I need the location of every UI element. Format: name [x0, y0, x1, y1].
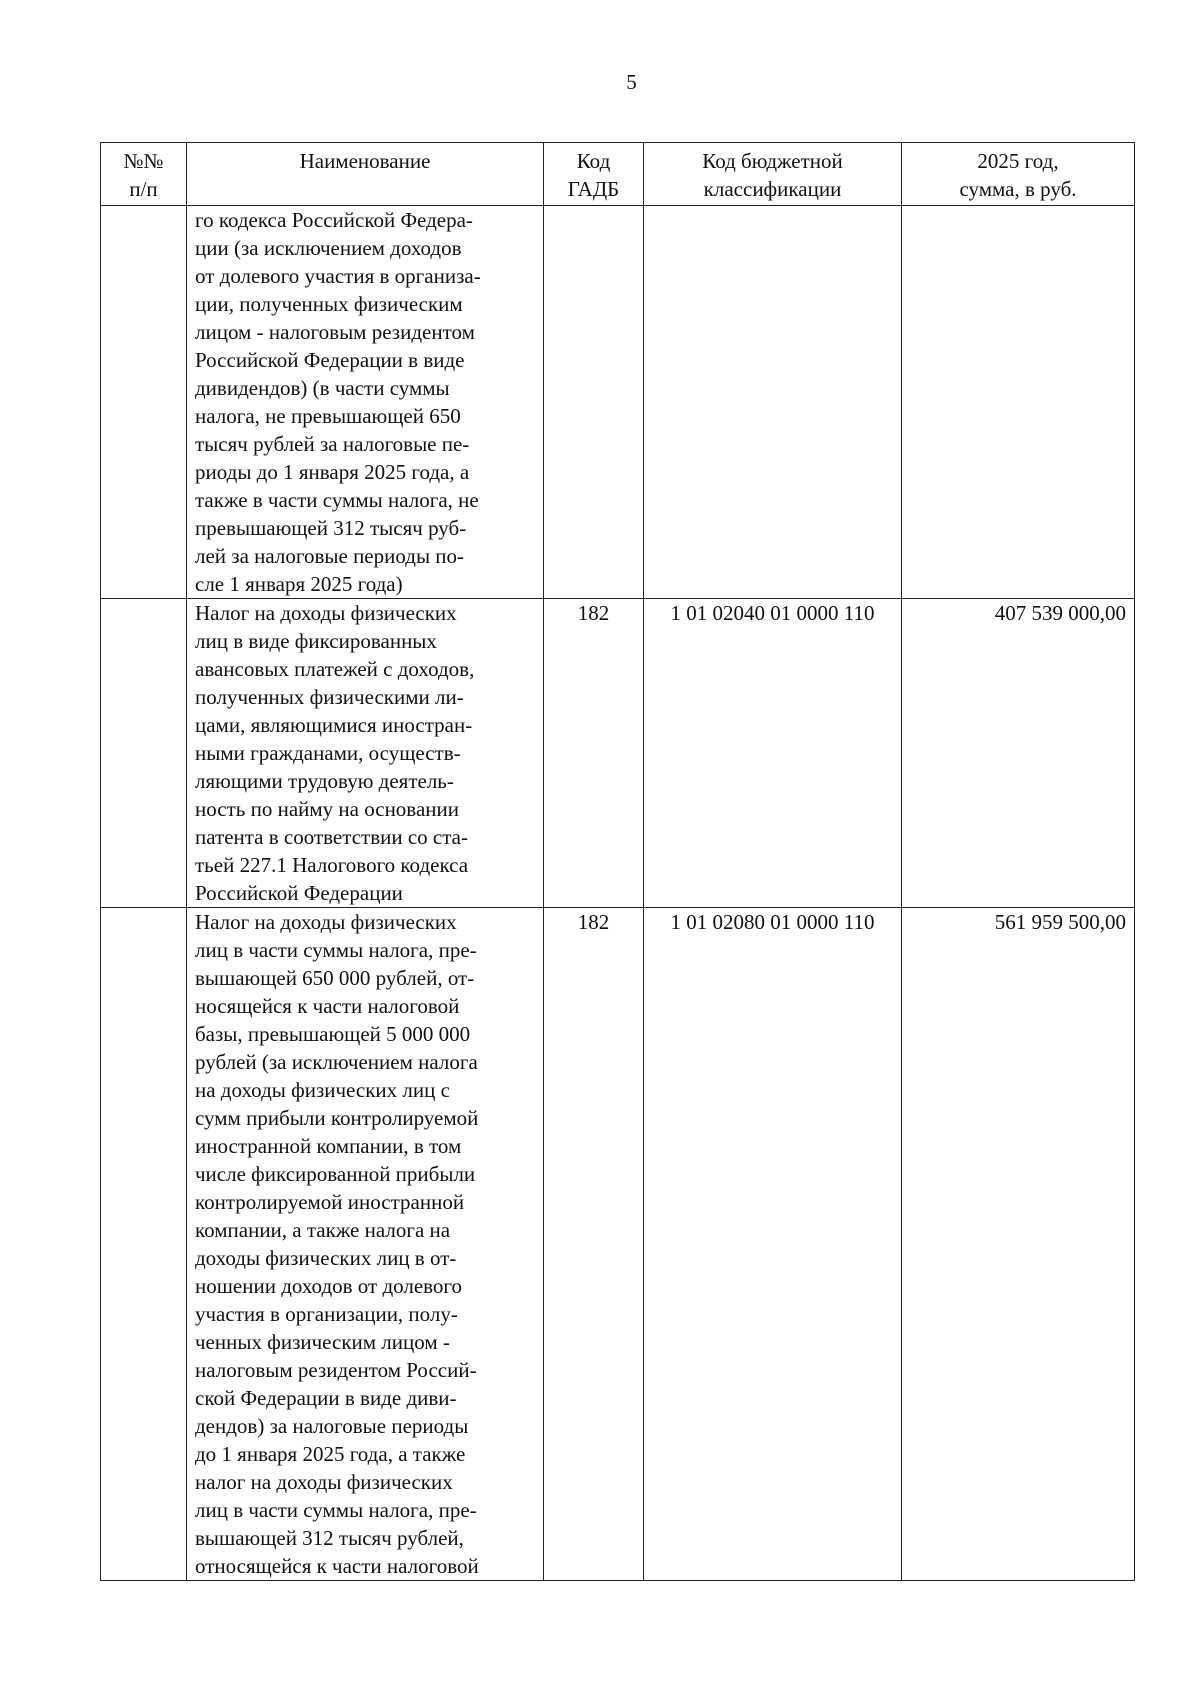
- name-text-line: носящейся к части налоговой: [195, 994, 460, 1018]
- name-text-line: относящейся к части налоговой: [195, 1554, 479, 1578]
- name-text-line: ность по найму на основании: [195, 797, 459, 821]
- name-text-line: рублей (за исключением налога: [195, 1050, 478, 1074]
- name-text-line: риоды до 1 января 2025 года, а: [195, 460, 470, 484]
- row-amount: 407 539 000,00: [902, 599, 1135, 908]
- row-gadb-code: 182: [544, 599, 644, 908]
- name-text-line: числе фиксированной прибыли: [195, 1162, 476, 1186]
- name-text-line: налоговым резидентом Россий-: [195, 1358, 477, 1382]
- name-text-line: участия в организации, полу-: [195, 1302, 458, 1326]
- header-number: №№ п/п: [101, 143, 187, 206]
- name-text-line: Российской Федерации: [195, 881, 403, 905]
- name-text-line: до 1 января 2025 года, а также: [195, 1442, 466, 1466]
- name-text-line: го кодекса Российской Федера-: [195, 208, 473, 232]
- budget-revenue-table: [100, 142, 1135, 1581]
- page-number: 5: [626, 70, 637, 94]
- name-text-line: ченных физическим лицом -: [195, 1330, 450, 1354]
- name-text-line: цами, являющимися иностран-: [195, 713, 473, 737]
- row-gadb-code: [544, 206, 644, 599]
- name-text-line: компании, а также налога на: [195, 1218, 451, 1242]
- header-amount-2025: 2025 год, сумма, в руб.: [902, 143, 1135, 206]
- row-amount: [902, 206, 1135, 599]
- row-name: [187, 599, 544, 908]
- name-text-line: тысяч рублей за налоговые пе-: [195, 432, 470, 456]
- name-text-line: лиц в части суммы налога, пре-: [195, 938, 477, 962]
- table-header-row: [101, 143, 1135, 206]
- row-amount: 561 959 500,00: [902, 908, 1135, 1581]
- name-text-line: ношении доходов от долевого: [195, 1274, 463, 1298]
- name-text-line: базы, превышающей 5 000 000: [195, 1022, 471, 1046]
- name-text-line: контролируемой иностранной: [195, 1190, 465, 1214]
- name-text-line: ции, полученных физическим: [195, 292, 463, 316]
- name-text-line: дивидендов) (в части суммы: [195, 376, 450, 400]
- table-row: [101, 206, 1135, 599]
- table-row: [101, 908, 1135, 1581]
- name-text-line: от долевого участия в организа-: [195, 264, 481, 288]
- name-text-line: лицом - налоговым резидентом: [195, 320, 475, 344]
- name-text-line: ции (за исключением доходов: [195, 236, 462, 260]
- name-text-line: сле 1 января 2025 года): [195, 572, 403, 596]
- name-text-line: дендов) за налоговые периоды: [195, 1414, 469, 1438]
- name-text-line: лей за налоговые периоды по-: [195, 544, 465, 568]
- table-row: [101, 599, 1135, 908]
- name-text-line: иностранной компании, в том: [195, 1134, 462, 1158]
- row-gadb-code: 182: [544, 908, 644, 1581]
- name-text-line: сумм прибыли контролируемой: [195, 1106, 479, 1130]
- row-name: [187, 908, 544, 1581]
- name-text-line: превышающей 312 тысяч руб-: [195, 516, 467, 540]
- row-number: [101, 599, 187, 908]
- name-text-line: на доходы физических лиц с: [195, 1078, 450, 1102]
- name-text-line: ляющими трудовую деятель-: [195, 769, 454, 793]
- name-text-line: налог на доходы физических: [195, 1470, 453, 1494]
- name-text-line: вышающей 650 000 рублей, от-: [195, 966, 475, 990]
- name-text-line: Налог на доходы физических: [195, 910, 457, 934]
- name-text-line: Российской Федерации в виде: [195, 348, 465, 372]
- header-budget-classification-code: Код бюджетной классификации: [644, 143, 902, 206]
- row-name: [187, 206, 544, 599]
- row-budget-code: 1 01 02080 01 0000 110: [644, 908, 902, 1581]
- name-text-line: ской Федерации в виде диви-: [195, 1386, 457, 1410]
- name-text-line: лиц в части суммы налога, пре-: [195, 1498, 477, 1522]
- name-text-line: тьей 227.1 Налогового кодекса: [195, 853, 469, 877]
- name-text-line: Налог на доходы физических: [195, 601, 457, 625]
- name-text-line: лиц в виде фиксированных: [195, 629, 437, 653]
- header-gadb-code: Код ГАДБ: [544, 143, 644, 206]
- row-budget-code: 1 01 02040 01 0000 110: [644, 599, 902, 908]
- name-text-line: авансовых платежей с доходов,: [195, 657, 475, 681]
- name-text-line: доходы физических лиц в от-: [195, 1246, 457, 1270]
- name-text-line: ными гражданами, осуществ-: [195, 741, 461, 765]
- name-text-line: полученных физическими ли-: [195, 685, 464, 709]
- name-text-line: патента в соответствии со ста-: [195, 825, 468, 849]
- row-budget-code: [644, 206, 902, 599]
- name-text-line: налога, не превышающей 650: [195, 404, 461, 428]
- header-name: Наименование: [187, 143, 544, 206]
- row-number: [101, 206, 187, 599]
- name-text-line: также в части суммы налога, не: [195, 488, 479, 512]
- name-text-line: вышающей 312 тысяч рублей,: [195, 1526, 464, 1550]
- row-number: [101, 908, 187, 1581]
